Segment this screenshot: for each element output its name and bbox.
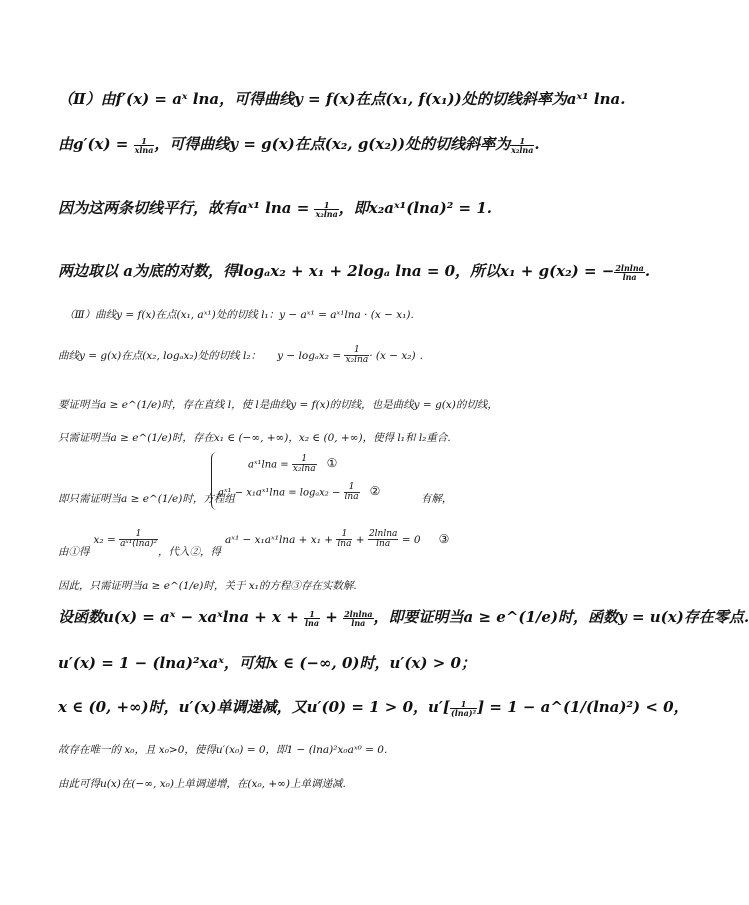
text: x₂ = — [93, 533, 120, 546]
line-part2-f-derivative: （Ⅱ）由f′(x) = aˣ lna，可得曲线y = f(x)在点(x₁, f(x₁))处的切线斜率为aˣ¹ lna. — [58, 90, 626, 108]
text: 曲线y = g(x)在点(x₂, logₐx₂)处的切线 l₂： — [58, 349, 262, 362]
fraction — [336, 530, 352, 550]
numerator: 1 — [450, 700, 477, 709]
numerator: 2lnlna — [615, 262, 644, 273]
text: . — [419, 349, 423, 362]
numerator: 1 — [344, 346, 369, 356]
text: 设函数u(x) = aˣ − xaˣlna + x + — [58, 608, 305, 626]
fraction — [368, 530, 398, 550]
fraction — [134, 137, 155, 154]
text: · (x − x₂) — [369, 349, 416, 362]
denominator: xlna — [134, 144, 154, 155]
fraction — [304, 610, 320, 627]
denominator: lna — [337, 539, 352, 550]
text: 因为这两条切线平行，故有aˣ¹ lna = — [58, 199, 315, 217]
denominator: lna — [344, 492, 359, 503]
denominator: x₂lna — [345, 355, 369, 366]
denominator: aˣ¹(lna)² — [120, 539, 157, 550]
fraction — [614, 264, 644, 281]
denominator: lna — [351, 617, 366, 628]
numerator: 1 — [336, 530, 352, 540]
text: aˣ¹lna = — [248, 459, 292, 471]
line-u-monotone — [58, 696, 689, 717]
text: x ∈ (0, +∞)时，u′(x)单调递减，又u′(0) = 1 > 0，u′[ — [58, 698, 450, 716]
text: 两边取以 a为底的对数，得logₐx₂ + x₁ + 2logₐ lna = 0，所以x₁ + g(x₂) = − — [58, 262, 615, 280]
text: aˣ¹ − x₁aˣ¹lna + x₁ + — [224, 533, 337, 546]
denominator: x₂lna — [292, 464, 316, 475]
denominator: lna — [376, 539, 391, 550]
fraction — [119, 530, 158, 550]
numerator: 2lnlna — [344, 608, 373, 619]
line-unique-x0: 故存在唯一的 x₀，且 x₀>0，使得u′(x₀) = 0，即1 − (lna)²x₀aˣ⁰ = 0. — [58, 744, 388, 756]
text: + — [320, 608, 344, 626]
denominator: lna — [305, 617, 320, 628]
text: ，可得曲线y = g(x)在点(x₂, g(x₂))处的切线斜率为 — [154, 135, 511, 153]
system-equation-2 — [218, 483, 380, 503]
denominator: x₂lna — [511, 144, 534, 155]
line-parallel-tangents — [58, 197, 492, 218]
fraction — [344, 346, 369, 366]
line-define-u — [58, 606, 749, 627]
text: + — [352, 533, 368, 546]
line-substitute — [58, 529, 450, 558]
text: 由g′(x) = — [58, 135, 134, 153]
text: ，即要证明当a ≥ e^(1/e)时，函数y = u(x)存在零点. — [373, 608, 749, 626]
line-u-derivative: u′(x) = 1 − (lna)²xaˣ，可知x ∈ (−∞, 0)时，u′(x) > 0； — [58, 654, 476, 672]
fraction — [510, 137, 534, 154]
fraction — [344, 483, 360, 503]
text: . — [534, 135, 540, 153]
fraction — [343, 610, 373, 627]
denominator: lna — [622, 271, 637, 282]
text: 即只需证明当a ≥ e^(1/e)时，方程组 — [58, 493, 235, 505]
denominator: x₂lna — [315, 208, 338, 219]
circle-three: ③ — [438, 531, 450, 546]
numerator: 1 — [304, 610, 320, 619]
fraction — [450, 700, 477, 717]
denominator: (lna)² — [450, 707, 477, 718]
numerator: 2lnlna — [368, 529, 398, 539]
circle-one: ① — [326, 456, 338, 471]
text: aˣ¹ − x₁aˣ¹lna = logₐx₂ − — [218, 487, 344, 499]
line-prove-common-tangent: 要证明当a ≥ e^(1/e)时，存在直线 l，使 l是曲线y = f(x)的切线，也是曲线y = g(x)的切线， — [58, 399, 498, 411]
text: = 0 — [398, 533, 421, 546]
line-g-derivative — [58, 133, 540, 154]
text: ，代入②，得 — [157, 545, 221, 558]
text: 有解， — [420, 493, 453, 505]
text: ] = 1 − a^(1/(lna)²) < 0， — [477, 698, 689, 716]
line-conclusion-monotonic: 由此可得u(x)在(−∞, x₀)上单调递增，在(x₀, +∞)上单调递减. — [58, 778, 346, 790]
text: ，即x₂aˣ¹(lna)² = 1. — [338, 199, 492, 217]
fraction — [292, 455, 317, 475]
line-need-real-solution: 因此，只需证明当a ≥ e^(1/e)时，关于 x₁的方程③存在实数解. — [58, 580, 357, 592]
numerator: 1 — [344, 483, 360, 493]
numerator: 1 — [314, 201, 338, 210]
text: y − logₐx₂ = — [277, 349, 345, 362]
circle-two: ② — [369, 484, 381, 499]
line-part3-tangent-l1: （Ⅲ）曲线y = f(x)在点(x₁, aˣ¹)处的切线 l₁：y − aˣ¹ = aˣ¹lna · (x − x₁). — [64, 309, 414, 321]
line-logarithm — [58, 260, 650, 281]
numerator: 1 — [119, 530, 158, 540]
line-need-coincide: 只需证明当a ≥ e^(1/e)时，存在x₁ ∈ (−∞, +∞)，x₂ ∈ (0, +∞)，使得 l₁和 l₂重合. — [58, 432, 451, 444]
line-tangent-l2 — [58, 346, 423, 366]
text: . — [644, 262, 651, 280]
fraction — [314, 201, 338, 218]
text: 由①得 — [58, 545, 90, 558]
numerator: 1 — [134, 137, 155, 146]
system-equation-1 — [248, 455, 337, 475]
numerator: 1 — [510, 137, 534, 146]
numerator: 1 — [292, 455, 317, 465]
